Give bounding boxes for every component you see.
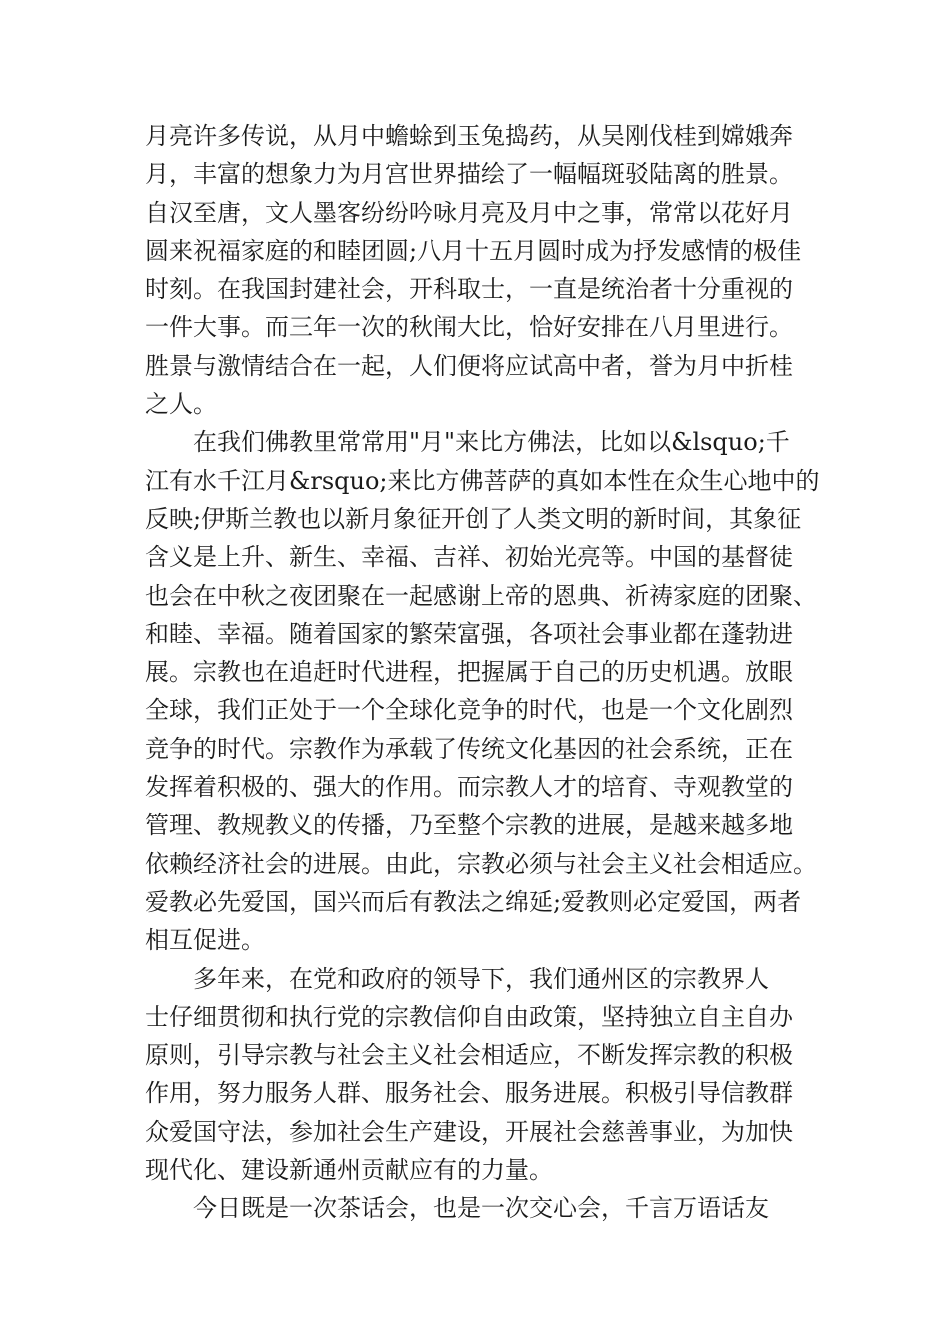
text-line: 原则，引导宗教与社会主义社会相适应，不断发挥宗教的积极 (145, 1041, 793, 1070)
text-line: 在我们佛教里常常用"月"来比方佛法，比如以&lsquo;千 (145, 428, 790, 457)
text-line: 作用，努力服务人群、服务社会、服务进展。积极引导信教群 (145, 1079, 793, 1108)
text-line: 管理、教规教义的传播，乃至整个宗教的进展，是越来越多地 (145, 811, 793, 840)
text-line: 竞争的时代。宗教作为承载了传统文化基因的社会系统，正在 (145, 734, 793, 763)
text-line: 爱教必先爱国，国兴而后有教法之绵延;爱教则必定爱国，两者 (145, 887, 802, 916)
text-line: 反映;伊斯兰教也以新月象征开创了人类文明的新时间，其象征 (145, 504, 802, 533)
body-text (145, 117, 820, 1228)
text-line: 月，丰富的想象力为月宫世界描绘了一幅幅斑驳陆离的胜景。 (145, 160, 793, 189)
text-line: 江有水千江月&rsquo;来比方佛菩萨的真如本性在众生心地中的 (145, 466, 820, 495)
text-line: 时刻。在我国封建社会，开科取士，一直是统治者十分重视的 (145, 275, 793, 304)
text-line: 依赖经济社会的进展。由此，宗教必须与社会主义社会相适应。 (145, 849, 817, 878)
text-line: 之人。 (145, 390, 217, 419)
text-line: 发挥着积极的、强大的作用。而宗教人才的培育、寺观教堂的 (145, 773, 793, 802)
text-line: 众爱国守法，参加社会生产建设，开展社会慈善事业，为加快 (145, 1117, 793, 1146)
text-line: 月亮许多传说，从月中蟾蜍到玉兔捣药，从吴刚伐桂到嫦娥奔 (145, 122, 793, 150)
text-line: 也会在中秋之夜团聚在一起感谢上帝的恩典、祈祷家庭的团聚、 (145, 581, 817, 610)
text-line: 全球，我们正处于一个全球化竞争的时代，也是一个文化剧烈 (145, 696, 793, 725)
text-line: 展。宗教也在追赶时代进程，把握属于自己的历史机遇。放眼 (145, 658, 793, 687)
text-line: 今日既是一次茶话会，也是一次交心会，千言万语话友 (145, 1194, 769, 1223)
text-line: 和睦、幸福。随着国家的繁荣富强，各项社会事业都在蓬勃进 (145, 619, 793, 648)
text-line: 圆来祝福家庭的和睦团圆;八月十五月圆时成为抒发感情的极佳 (145, 236, 802, 265)
text-line: 士仔细贯彻和执行党的宗教信仰自由政策，坚持独立自主自办 (145, 1002, 793, 1031)
text-line: 相互促进。 (145, 926, 265, 955)
text-line: 现代化、建设新通州贡献应有的力量。 (145, 1156, 553, 1185)
text-line: 多年来，在党和政府的领导下，我们通州区的宗教界人 (145, 964, 769, 993)
text-line: 自汉至唐，文人墨客纷纷吟咏月亮及月中之事，常常以花好月 (145, 198, 793, 227)
text-line: 一件大事。而三年一次的秋闱大比，恰好安排在八月里进行。 (145, 313, 793, 342)
text-line: 胜景与激情结合在一起，人们便将应试高中者，誉为月中折桂 (145, 351, 793, 380)
text-line: 含义是上升、新生、幸福、吉祥、初始光亮等。中国的基督徒 (145, 543, 793, 572)
